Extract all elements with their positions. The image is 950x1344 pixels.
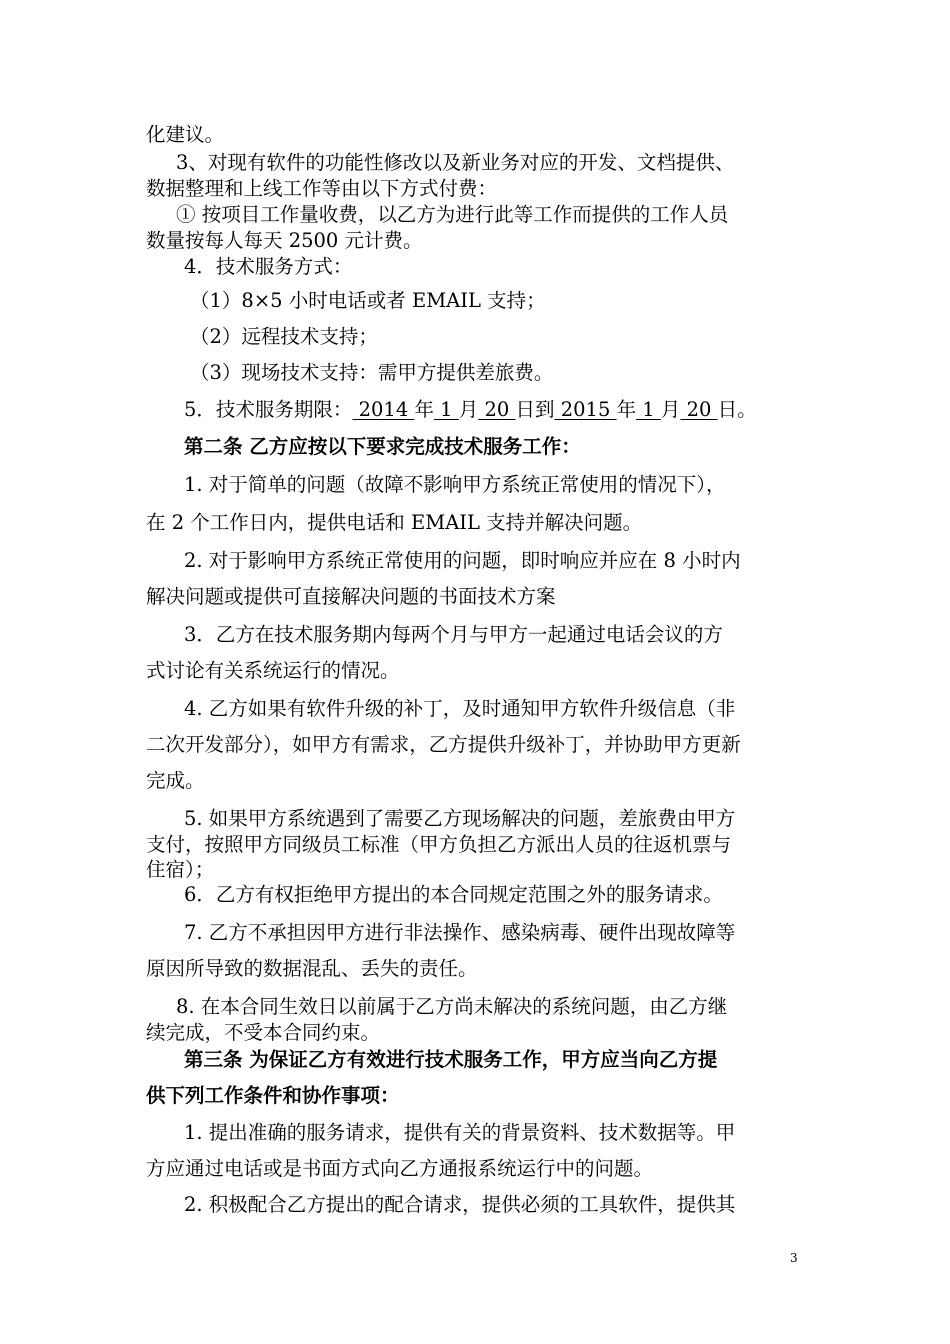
paragraph-line: 1. 对于简单的问题（故障不影响甲方系统正常使用的情况下）， <box>184 473 726 496</box>
paragraph-line: 式讨论有关系统运行的情况。 <box>146 659 400 682</box>
list-item: （1）8×5 小时电话或者 EMAIL 支持； <box>190 289 546 312</box>
month-label: 月 <box>458 398 479 421</box>
article-heading: 供下列工作条件和协作事项： <box>146 1084 400 1107</box>
year-label: 年 <box>616 398 637 421</box>
paragraph-line: 2. 积极配合乙方提出的配合请求，提供必须的工具软件，提供其 <box>184 1193 736 1216</box>
day-to-label: 日到 <box>515 398 555 421</box>
list-item: （3）现场技术支持：需甲方提供差旅费。 <box>190 361 554 384</box>
paragraph-line: 支付，按照甲方同级员工标准（甲方负担乙方派出人员的往返机票与 <box>146 833 732 856</box>
paragraph-line: 2. 对于影响甲方系统正常使用的问题，即时响应并应在 8 小时内 <box>184 549 741 572</box>
start-day: 20 <box>478 398 516 421</box>
paragraph-line: 6．乙方有权拒绝甲方提出的本合同规定范围之外的服务请求。 <box>184 883 723 906</box>
day-end-label: 日。 <box>717 398 757 421</box>
paragraph-line: 解决问题或提供可直接解决问题的书面技术方案 <box>146 585 556 608</box>
paragraph-line: 4. 乙方如果有软件升级的补丁，及时通知甲方软件升级信息（非 <box>184 697 736 720</box>
paragraph-line: 8. 在本合同生效日以前属于乙方尚未解决的系统问题，由乙方继 <box>176 995 728 1018</box>
end-day: 20 <box>680 398 718 421</box>
paragraph-line: 1. 提出准确的服务请求，提供有关的背景资料、技术数据等。甲 <box>184 1121 736 1144</box>
year-label: 年 <box>414 398 434 421</box>
paragraph-line: 3．乙方在技术服务期内每两个月与甲方一起通过电话会议的方 <box>184 623 723 646</box>
service-period-label: 5．技术服务期限： <box>184 398 353 421</box>
paragraph-line: 方应通过电话或是书面方式向乙方通报系统运行中的问题。 <box>146 1157 654 1180</box>
paragraph-line: 二次开发部分），如甲方有需求，乙方提供升级补丁，并协助甲方更新 <box>146 733 741 756</box>
start-month: 1 <box>433 398 459 421</box>
end-year: 2015 <box>554 398 617 421</box>
paragraph-line: ① 按项目工作量收费，以乙方为进行此等工作而提供的工作人员 <box>176 203 729 226</box>
end-month: 1 <box>636 398 661 421</box>
service-period-line <box>184 397 849 423</box>
paragraph-line: 数据整理和上线工作等由以下方式付费： <box>146 177 498 200</box>
list-item: （2）远程技术支持； <box>190 325 378 348</box>
paragraph-line: 在 2 个工作日内，提供电话和 EMAIL 支持并解决问题。 <box>146 511 643 534</box>
page-number: 3 <box>790 1251 798 1265</box>
section-heading: 4．技术服务方式： <box>184 255 353 278</box>
paragraph-line: 7. 乙方不承担因甲方进行非法操作、感染病毒、硬件出现故障等 <box>184 921 736 944</box>
paragraph-line: 完成。 <box>146 769 205 792</box>
paragraph-line: 化建议。 <box>146 123 225 146</box>
paragraph-line: 3、对现有软件的功能性修改以及新业务对应的开发、文档提供、 <box>176 151 735 174</box>
article-heading: 第二条 乙方应按以下要求完成技术服务工作： <box>184 435 581 458</box>
start-year: 2014 <box>352 398 415 421</box>
paragraph-line: 数量按每人每天 2500 元计费。 <box>146 229 423 252</box>
paragraph-line: 5. 如果甲方系统遇到了需要乙方现场解决的问题，差旅费由甲方 <box>184 807 736 830</box>
paragraph-line: 续完成，不受本合同约束。 <box>146 1021 381 1044</box>
paragraph-line: 住宿）； <box>146 858 215 881</box>
paragraph-line: 原因所导致的数据混乱、丢失的责任。 <box>146 957 478 980</box>
article-heading: 第三条 为保证乙方有效进行技术服务工作，甲方应当向乙方提 <box>184 1048 718 1071</box>
month-label: 月 <box>660 398 681 421</box>
